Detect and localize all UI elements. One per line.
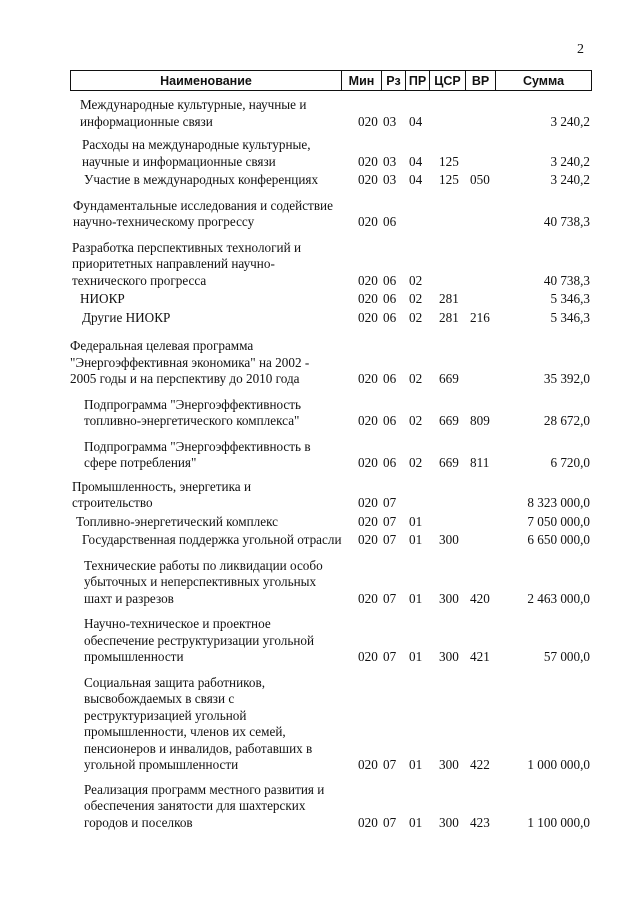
row-name: Подпрограмма "Энергоэффективность в сфере потребления" bbox=[84, 438, 311, 470]
row-csr: 300 bbox=[439, 532, 459, 547]
row-pr: 01 bbox=[409, 814, 423, 830]
table-row bbox=[70, 439, 592, 472]
row-rz: 06 bbox=[383, 272, 397, 288]
row-pr: 01 bbox=[409, 590, 423, 606]
row-sum: 7 050 000,0 bbox=[527, 513, 590, 529]
row-csr: 300 bbox=[439, 757, 459, 772]
row-name: Научно-техническое и проектное обеспечение реструктуризации угольной промышленности bbox=[84, 616, 315, 664]
row-pr: 02 bbox=[409, 309, 423, 325]
row-name: Участие в международных конференциях bbox=[84, 172, 319, 187]
row-min: 020 bbox=[358, 272, 378, 288]
row-sum: 40 738,3 bbox=[543, 214, 590, 229]
row-pr: 02 bbox=[409, 413, 423, 428]
row-sum: 28 672,0 bbox=[543, 413, 590, 428]
row-sum: 3 240,2 bbox=[550, 113, 590, 129]
row-rz: 07 bbox=[383, 649, 397, 664]
row-name: Международные культурные, научные и информационные связи bbox=[80, 97, 307, 129]
row-name: Федеральная целевая программа "Энергоэффективная экономика" на 2002 - 2005 годы и на перспективу до 2010 года bbox=[70, 338, 310, 386]
row-min: 020 bbox=[358, 590, 378, 606]
row-sum: 3 240,2 bbox=[550, 153, 590, 169]
header-rz: Рз bbox=[381, 71, 405, 90]
row-rz: 03 bbox=[383, 172, 397, 187]
row-name: Разработка перспективных технологий и приоритетных направлений научно-технического прогресса bbox=[72, 239, 302, 288]
row-sum: 6 720,0 bbox=[550, 455, 590, 470]
table-row bbox=[70, 198, 592, 231]
row-pr: 01 bbox=[409, 513, 423, 529]
budget-table bbox=[70, 70, 592, 831]
header-csr: ЦСР bbox=[429, 71, 465, 90]
row-vr: 811 bbox=[470, 455, 490, 470]
row-csr: 281 bbox=[439, 291, 459, 306]
row-rz: 06 bbox=[383, 291, 397, 306]
row-rz: 06 bbox=[383, 371, 397, 386]
row-csr: 125 bbox=[439, 153, 459, 169]
header-min: Мин bbox=[341, 71, 381, 90]
row-vr: 421 bbox=[470, 649, 490, 664]
row-vr: 216 bbox=[470, 309, 490, 325]
row-min: 020 bbox=[358, 371, 378, 386]
table-row bbox=[70, 479, 592, 512]
row-csr: 300 bbox=[439, 590, 459, 606]
row-rz: 06 bbox=[383, 413, 397, 428]
row-min: 020 bbox=[358, 649, 378, 664]
row-min: 020 bbox=[358, 309, 378, 325]
row-min: 020 bbox=[358, 757, 378, 772]
row-sum: 6 650 000,0 bbox=[527, 532, 590, 547]
row-pr: 02 bbox=[409, 455, 423, 470]
row-rz: 07 bbox=[383, 814, 397, 830]
table-row bbox=[70, 97, 592, 130]
row-name: Подпрограмма "Энергоэффективность топливно-энергетического комплекса" bbox=[84, 396, 302, 428]
row-sum: 1 100 000,0 bbox=[527, 814, 590, 830]
row-sum: 5 346,3 bbox=[550, 291, 590, 306]
row-vr: 423 bbox=[470, 814, 490, 830]
row-min: 020 bbox=[358, 413, 378, 428]
row-min: 020 bbox=[358, 455, 378, 470]
row-pr: 01 bbox=[409, 532, 423, 547]
row-name: Фундаментальные исследования и содействие научно-техническому прогрессу bbox=[73, 197, 333, 229]
header-sum: Сумма bbox=[495, 71, 591, 90]
row-rz: 06 bbox=[383, 214, 397, 229]
row-pr: 04 bbox=[409, 113, 423, 129]
row-csr: 300 bbox=[439, 814, 459, 830]
row-name: Социальная защита работников, высвобождаемых в связи с реструктуризацией угольной промышленности, членов их семей, пенсионеров и инвалидов, работавших в угольной промышленности bbox=[84, 674, 313, 772]
row-rz: 07 bbox=[383, 513, 397, 529]
row-name: Реализация программ местного развития и обеспечения занятости для шахтерских городов и поселков bbox=[84, 781, 325, 830]
table-row bbox=[70, 172, 592, 189]
table-row bbox=[70, 137, 592, 170]
row-pr: 01 bbox=[409, 757, 423, 772]
row-rz: 03 bbox=[383, 153, 397, 169]
row-sum: 2 463 000,0 bbox=[527, 590, 590, 606]
row-rz: 07 bbox=[383, 590, 397, 606]
row-name: Промышленность, энергетика и строительство bbox=[72, 478, 252, 510]
header-vr: ВР bbox=[465, 71, 495, 90]
row-rz: 03 bbox=[383, 113, 397, 129]
row-csr: 125 bbox=[439, 172, 459, 187]
row-pr: 02 bbox=[409, 272, 423, 288]
row-pr: 01 bbox=[409, 649, 423, 664]
row-rz: 07 bbox=[383, 757, 397, 772]
row-pr: 04 bbox=[409, 153, 423, 169]
row-csr: 281 bbox=[439, 309, 459, 325]
table-row bbox=[70, 310, 592, 327]
table-row bbox=[70, 675, 592, 774]
row-vr: 420 bbox=[470, 590, 490, 606]
row-rz: 06 bbox=[383, 309, 397, 325]
table-row bbox=[70, 338, 592, 388]
row-rz: 07 bbox=[383, 495, 397, 510]
row-sum: 40 738,3 bbox=[543, 272, 590, 288]
table-row bbox=[70, 514, 592, 531]
row-min: 020 bbox=[358, 513, 378, 529]
row-vr: 050 bbox=[470, 172, 490, 187]
row-min: 020 bbox=[358, 814, 378, 830]
table-row bbox=[70, 558, 592, 608]
row-min: 020 bbox=[358, 214, 378, 229]
row-vr: 422 bbox=[470, 757, 490, 772]
row-name: Технические работы по ликвидации особо убыточных и неперспективных угольных шахт и разрезов bbox=[84, 557, 323, 606]
row-rz: 07 bbox=[383, 532, 397, 547]
row-pr: 04 bbox=[409, 172, 423, 187]
header-name: Наименование bbox=[160, 73, 252, 88]
row-csr: 669 bbox=[439, 371, 459, 386]
table-row bbox=[70, 616, 592, 666]
row-min: 020 bbox=[358, 113, 378, 129]
table-row bbox=[70, 532, 592, 549]
table-row bbox=[70, 291, 592, 308]
row-min: 020 bbox=[358, 495, 378, 510]
table-row bbox=[70, 240, 592, 290]
row-min: 020 bbox=[358, 172, 378, 187]
table-header bbox=[70, 70, 592, 91]
row-name: Государственная поддержка угольной отрасли bbox=[82, 532, 342, 547]
row-name: Топливно-энергетический комплекс bbox=[76, 513, 279, 529]
row-rz: 06 bbox=[383, 455, 397, 470]
page-number: 2 bbox=[577, 42, 584, 57]
table-row bbox=[70, 397, 592, 430]
table-row bbox=[70, 782, 592, 832]
row-sum: 8 323 000,0 bbox=[527, 495, 590, 510]
row-csr: 669 bbox=[439, 455, 459, 470]
row-min: 020 bbox=[358, 291, 378, 306]
row-csr: 669 bbox=[439, 413, 459, 428]
row-sum: 5 346,3 bbox=[550, 309, 590, 325]
row-sum: 35 392,0 bbox=[543, 371, 590, 386]
row-csr: 300 bbox=[439, 649, 459, 664]
row-vr: 809 bbox=[470, 413, 490, 428]
row-pr: 02 bbox=[409, 371, 423, 386]
row-name: Расходы на международные культурные, научные и информационные связи bbox=[82, 137, 311, 169]
row-min: 020 bbox=[358, 153, 378, 169]
row-sum: 1 000 000,0 bbox=[527, 757, 590, 772]
row-sum: 3 240,2 bbox=[550, 172, 590, 187]
row-min: 020 bbox=[358, 532, 378, 547]
row-pr: 02 bbox=[409, 291, 423, 306]
row-name: Другие НИОКР bbox=[82, 309, 171, 325]
row-name: НИОКР bbox=[80, 291, 125, 306]
row-sum: 57 000,0 bbox=[543, 649, 590, 664]
header-pr: ПР bbox=[405, 71, 429, 90]
